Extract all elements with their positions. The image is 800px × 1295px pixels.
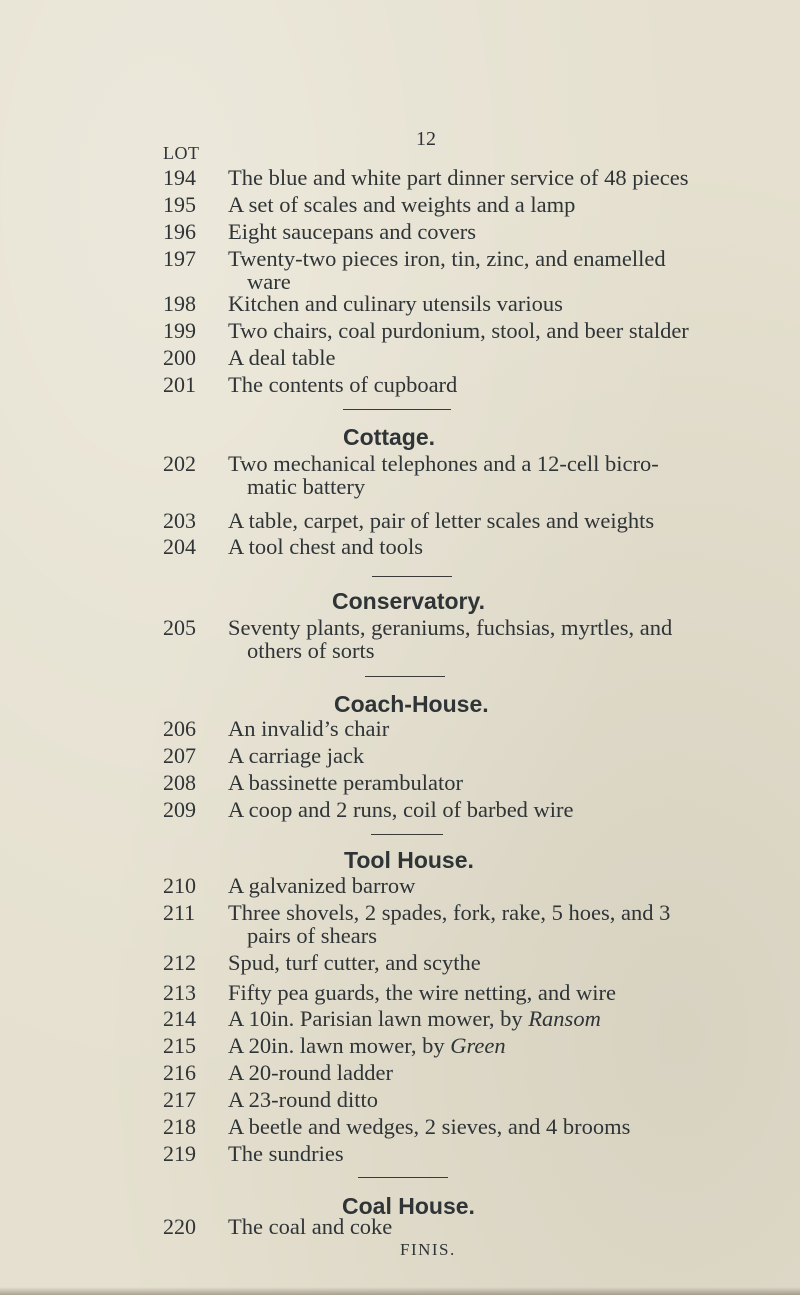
lot-description: Seventy plants, geraniums, fuchsias, myrtles, and <box>228 615 673 640</box>
lot-number: 201 <box>163 372 196 397</box>
lot-description: A 23-round ditto <box>228 1087 378 1112</box>
section-heading-tool-house: Tool House. <box>344 847 474 873</box>
lot-number: 204 <box>163 534 196 559</box>
lot-number: 209 <box>163 797 196 822</box>
lot-number: 211 <box>163 900 196 925</box>
lot-number: 199 <box>163 318 196 343</box>
lot-description: Fifty pea guards, the wire netting, and wire <box>228 980 617 1005</box>
section-divider <box>365 676 445 677</box>
lot-description: A carriage jack <box>228 743 365 768</box>
lot-description: A bassinette perambulator <box>228 770 463 795</box>
lot-number: 206 <box>163 716 196 741</box>
lot-description: Two mechanical telephones and a 12-cell bicro- <box>228 451 659 476</box>
lot-description: A 20-round ladder <box>228 1060 393 1085</box>
lot-number: 217 <box>163 1087 196 1112</box>
lot-description: A beetle and wedges, 2 sieves, and 4 brooms <box>228 1114 631 1139</box>
lot-description-continued: others of sorts <box>247 638 375 663</box>
section-divider <box>343 409 451 410</box>
lot-description: A galvanized barrow <box>228 873 416 898</box>
lot-number: 202 <box>163 451 196 476</box>
lot-number: 203 <box>163 508 196 533</box>
section-heading-cottage: Cottage. <box>343 424 435 450</box>
lot-description: The coal and coke <box>228 1214 393 1239</box>
page-bottom-edge <box>0 1287 800 1295</box>
lot-number: 213 <box>163 980 196 1005</box>
lot-description-continued: pairs of shears <box>247 923 377 948</box>
lot-description <box>228 1033 506 1059</box>
lot-column-header: LOT <box>163 143 200 163</box>
lot-description: A deal table <box>228 345 336 370</box>
lot-number: 220 <box>163 1214 196 1239</box>
page-number: 12 <box>416 128 436 150</box>
lot-number: 194 <box>163 165 196 190</box>
lot-description: The contents of cupboard <box>228 372 458 397</box>
lot-number: 195 <box>163 192 196 217</box>
lot-description: Twenty-two pieces iron, tin, zinc, and enamelled <box>228 246 666 271</box>
maker-name: Green <box>450 1033 506 1058</box>
section-divider <box>371 834 443 835</box>
lot-number: 210 <box>163 873 196 898</box>
lot-description <box>228 1006 601 1032</box>
lot-description: A coop and 2 runs, coil of barbed wire <box>228 797 574 822</box>
lot-description: A table, carpet, pair of letter scales and weights <box>228 508 655 533</box>
lot-description: The sundries <box>228 1141 344 1166</box>
lot-description-continued: matic battery <box>247 474 366 499</box>
lot-description-text: A 20in. lawn mower, by <box>228 1033 445 1058</box>
section-divider <box>358 1177 448 1178</box>
lot-description: A set of scales and weights and a lamp <box>228 192 576 217</box>
lot-description-text: A 10in. Parisian lawn mower, by <box>228 1006 523 1031</box>
lot-description: Eight saucepans and covers <box>228 219 477 244</box>
section-heading-coach-house: Coach-House. <box>334 691 489 717</box>
lot-description: Kitchen and culinary utensils various <box>228 291 563 316</box>
lot-description: The blue and white part dinner service of 48 pieces <box>228 165 689 190</box>
lot-description-continued: ware <box>247 269 291 294</box>
lot-number: 196 <box>163 219 196 244</box>
lot-number: 205 <box>163 615 196 640</box>
section-heading-coal-house: Coal House. <box>342 1193 475 1219</box>
lot-description: Three shovels, 2 spades, fork, rake, 5 hoes, and 3 <box>228 900 671 925</box>
section-heading-conservatory: Conservatory. <box>332 588 485 614</box>
lot-number: 215 <box>163 1033 196 1058</box>
lot-number: 218 <box>163 1114 196 1139</box>
lot-number: 197 <box>163 246 196 271</box>
lot-number: 208 <box>163 770 196 795</box>
lot-description: Spud, turf cutter, and scythe <box>228 950 481 975</box>
lot-number: 216 <box>163 1060 196 1085</box>
lot-number: 198 <box>163 291 196 316</box>
lot-number: 200 <box>163 345 196 370</box>
maker-name: Ransom <box>528 1006 601 1031</box>
section-divider <box>372 576 452 577</box>
finis-footer: FINIS. <box>400 1240 456 1259</box>
lot-description: Two chairs, coal purdonium, stool, and beer stalder <box>228 318 689 343</box>
lot-description: An invalid’s chair <box>228 716 390 741</box>
lot-number: 219 <box>163 1141 196 1166</box>
lot-number: 214 <box>163 1006 196 1031</box>
lot-number: 212 <box>163 950 196 975</box>
lot-number: 207 <box>163 743 196 768</box>
lot-description: A tool chest and tools <box>228 534 423 559</box>
